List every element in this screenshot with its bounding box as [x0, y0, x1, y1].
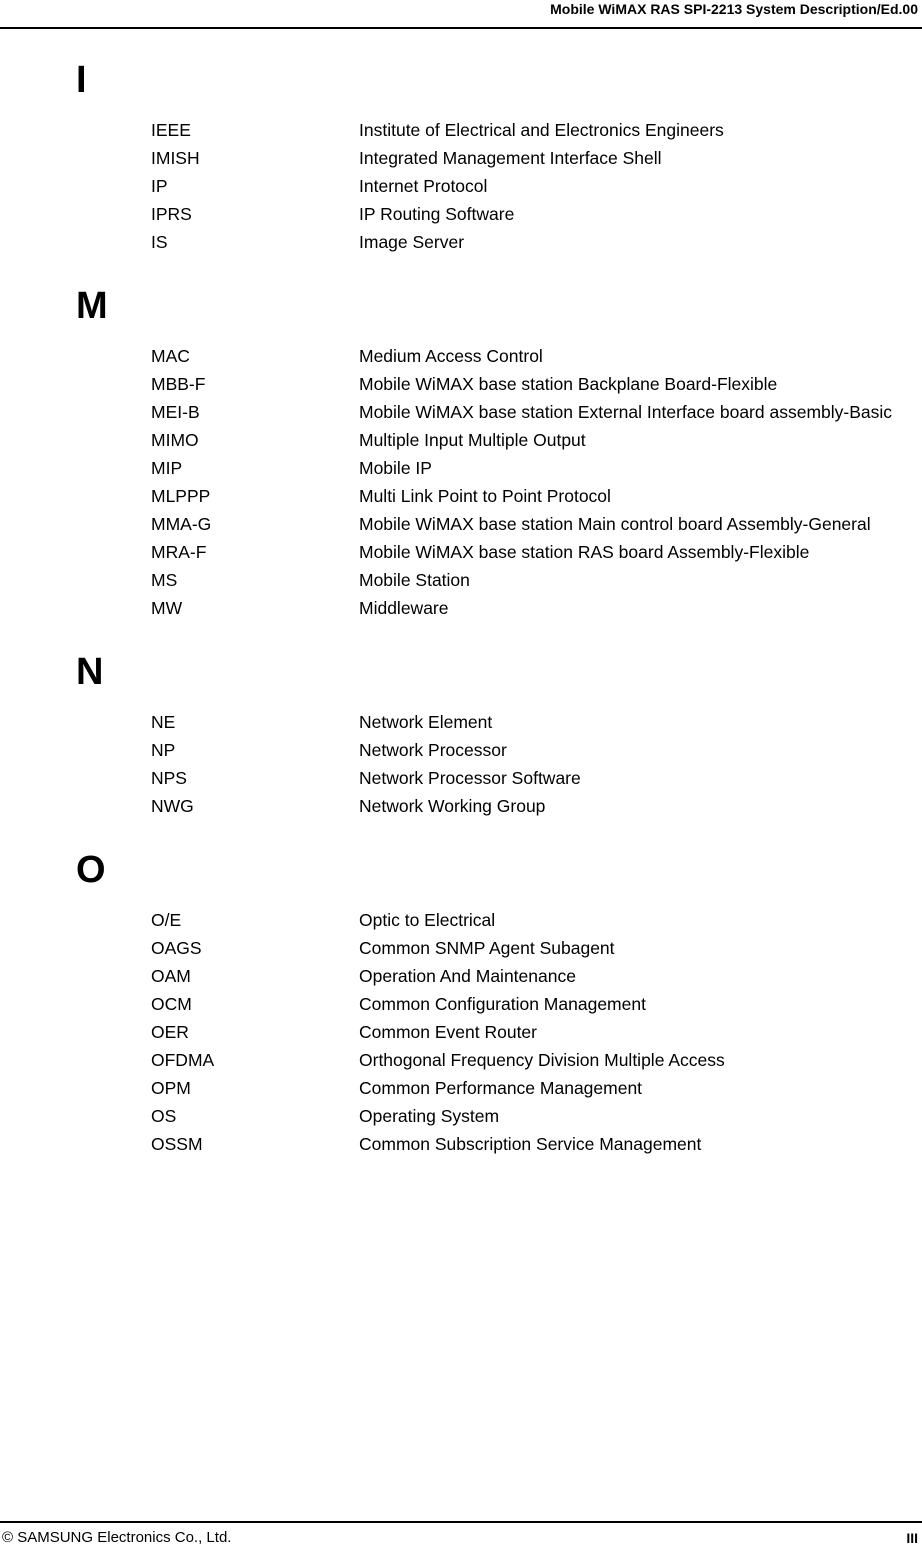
entry-abbreviation: MLPPP	[151, 486, 211, 506]
entry-definition: Integrated Management Interface Shell	[359, 148, 662, 168]
glossary-entry	[0, 144, 922, 172]
entry-list	[0, 708, 922, 820]
copyright-text: © SAMSUNG Electronics Co., Ltd.	[2, 1529, 232, 1546]
entry-definition: Common Subscription Service Management	[359, 1134, 702, 1154]
entry-abbreviation: O/E	[151, 910, 182, 930]
glossary-entry	[0, 454, 922, 482]
entry-definition: Common Configuration Management	[359, 994, 646, 1014]
glossary-section-m	[0, 284, 922, 622]
entry-abbreviation: OCM	[151, 994, 192, 1014]
entry-definition: Institute of Electrical and Electronics Engineers	[359, 120, 724, 140]
entry-definition: Internet Protocol	[359, 176, 488, 196]
glossary-entry	[0, 990, 922, 1018]
entry-abbreviation: MW	[151, 598, 183, 618]
entry-definition: Mobile WiMAX base station Backplane Board-Flexible	[359, 374, 778, 394]
glossary-entry	[0, 482, 922, 510]
glossary-entry	[0, 398, 922, 426]
glossary-entry	[0, 370, 922, 398]
glossary-entry	[0, 510, 922, 538]
glossary-entry	[0, 594, 922, 622]
entry-definition: Orthogonal Frequency Division Multiple Access	[359, 1050, 725, 1070]
entry-definition: Operating System	[359, 1106, 500, 1126]
glossary-entry	[0, 764, 922, 792]
entry-abbreviation: OS	[151, 1106, 177, 1126]
document-title: Mobile WiMAX RAS SPI-2213 System Description/Ed.00	[550, 1, 918, 17]
glossary-entry	[0, 1018, 922, 1046]
entry-definition: Multiple Input Multiple Output	[359, 430, 586, 450]
entry-definition: Common Event Router	[359, 1022, 537, 1042]
page-header	[0, 0, 922, 29]
glossary-entry	[0, 228, 922, 256]
entry-definition: Mobile WiMAX base station RAS board Assembly-Flexible	[359, 542, 810, 562]
entry-list	[0, 906, 922, 1158]
entry-abbreviation: IEEE	[151, 120, 191, 140]
entry-definition: Operation And Maintenance	[359, 966, 576, 986]
glossary-entry	[0, 934, 922, 962]
entry-abbreviation: NPS	[151, 768, 187, 788]
glossary-entry	[0, 1102, 922, 1130]
entry-definition: Image Server	[359, 232, 465, 252]
entry-abbreviation: OFDMA	[151, 1050, 215, 1070]
entry-definition: Network Working Group	[359, 796, 546, 816]
entry-abbreviation: NE	[151, 712, 176, 732]
glossary-entry	[0, 342, 922, 370]
glossary-entry	[0, 962, 922, 990]
glossary-entry	[0, 1046, 922, 1074]
glossary-section-o	[0, 848, 922, 1158]
section-letter: I	[76, 59, 87, 101]
entry-list	[0, 116, 922, 256]
entry-abbreviation: OER	[151, 1022, 189, 1042]
entry-abbreviation: OAGS	[151, 938, 202, 958]
section-letter: M	[76, 285, 108, 327]
entry-definition: Network Element	[359, 712, 493, 732]
glossary-entry	[0, 566, 922, 594]
glossary	[0, 58, 922, 1158]
entry-definition: Medium Access Control	[359, 346, 543, 366]
entry-abbreviation: OSSM	[151, 1134, 203, 1154]
glossary-entry	[0, 736, 922, 764]
entry-abbreviation: MBB-F	[151, 374, 206, 394]
entry-abbreviation: MRA-F	[151, 542, 207, 562]
entry-abbreviation: IPRS	[151, 204, 192, 224]
entry-abbreviation: NWG	[151, 796, 194, 816]
entry-abbreviation: NP	[151, 740, 176, 760]
page-footer	[0, 1521, 922, 1553]
section-letter: O	[76, 849, 106, 891]
entry-abbreviation: MMA-G	[151, 514, 212, 534]
entry-abbreviation: MS	[151, 570, 178, 590]
entry-definition: Mobile WiMAX base station Main control board Assembly-General	[359, 514, 871, 534]
glossary-entry	[0, 1130, 922, 1158]
entry-definition: Network Processor Software	[359, 768, 581, 788]
entry-definition: Network Processor	[359, 740, 507, 760]
page-number: III	[906, 1530, 918, 1546]
glossary-entry	[0, 1074, 922, 1102]
entry-definition: Mobile IP	[359, 458, 432, 478]
glossary-entry	[0, 200, 922, 228]
entry-definition: Middleware	[359, 598, 449, 618]
entry-abbreviation: IMISH	[151, 148, 200, 168]
entry-abbreviation: MIP	[151, 458, 183, 478]
entry-definition: Mobile WiMAX base station External Interface board assembly-Basic	[359, 402, 893, 422]
glossary-entry	[0, 172, 922, 200]
glossary-entry	[0, 116, 922, 144]
glossary-entry	[0, 426, 922, 454]
entry-abbreviation: OPM	[151, 1078, 191, 1098]
entry-abbreviation: IP	[151, 176, 168, 196]
entry-abbreviation: MEI-B	[151, 402, 200, 422]
entry-definition: Common SNMP Agent Subagent	[359, 938, 615, 958]
entry-definition: IP Routing Software	[359, 204, 515, 224]
glossary-section-i	[0, 58, 922, 256]
entry-definition: Optic to Electrical	[359, 910, 496, 930]
entry-abbreviation: MAC	[151, 346, 190, 366]
entry-list	[0, 342, 922, 622]
entry-definition: Mobile Station	[359, 570, 470, 590]
entry-abbreviation: MIMO	[151, 430, 199, 450]
glossary-section-n	[0, 650, 922, 820]
glossary-entry	[0, 538, 922, 566]
glossary-entry	[0, 906, 922, 934]
entry-definition: Multi Link Point to Point Protocol	[359, 486, 611, 506]
section-letter: N	[76, 651, 104, 693]
entry-abbreviation: IS	[151, 232, 168, 252]
glossary-entry	[0, 708, 922, 736]
entry-definition: Common Performance Management	[359, 1078, 643, 1098]
glossary-entry	[0, 792, 922, 820]
entry-abbreviation: OAM	[151, 966, 191, 986]
